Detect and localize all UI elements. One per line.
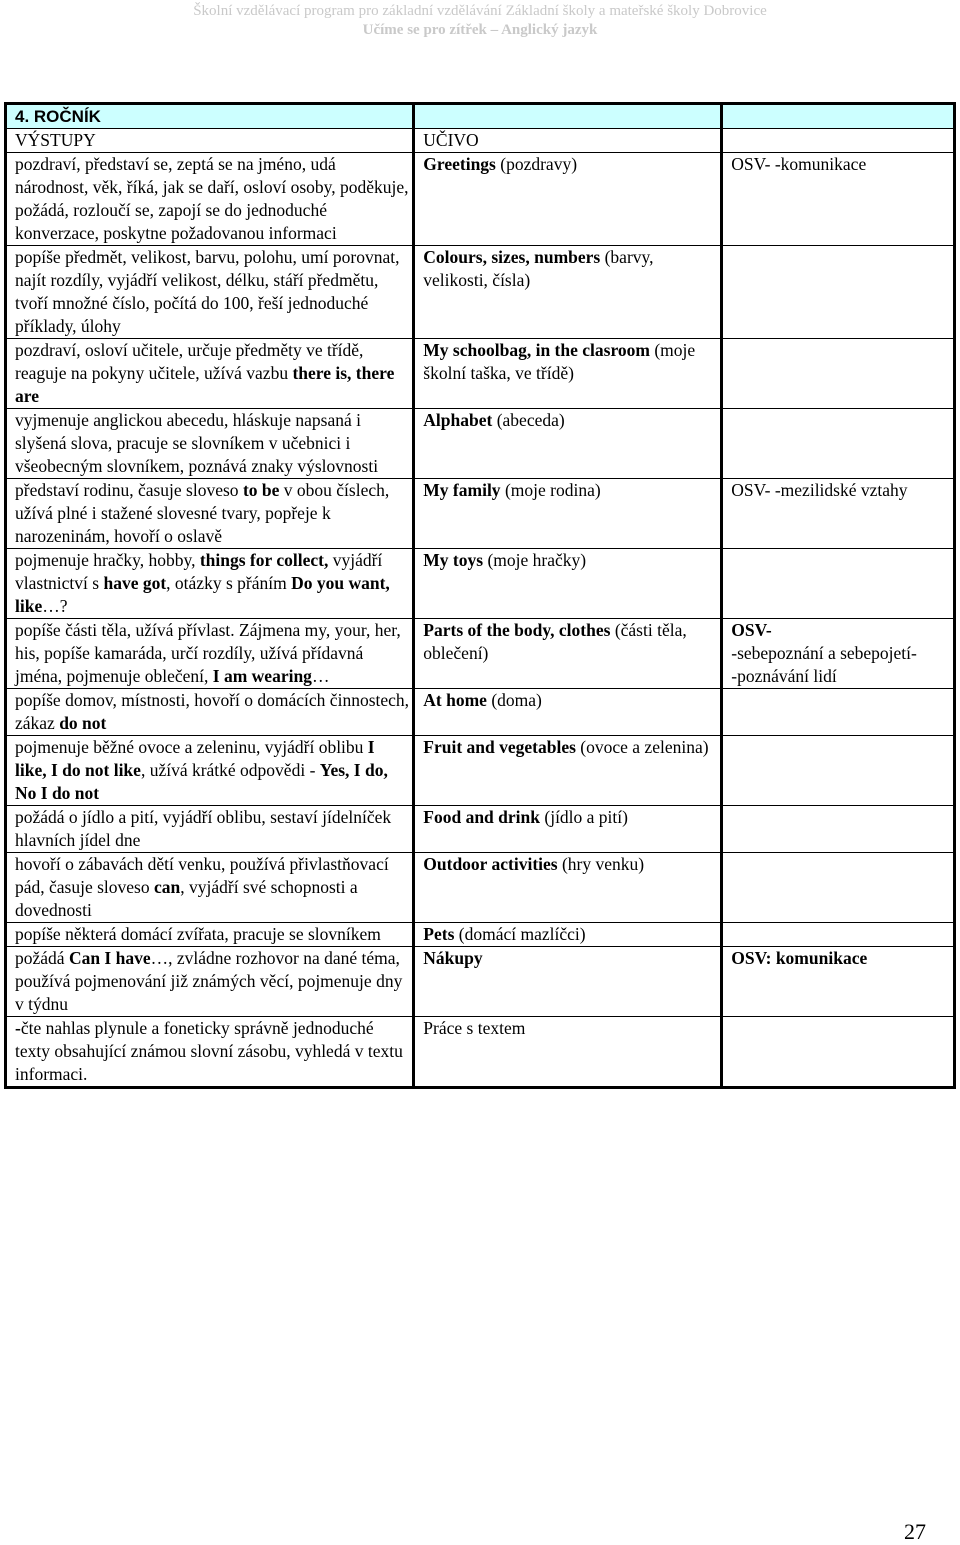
content-cell: Parts of the body, clothes (části těla, oblečení) bbox=[414, 619, 722, 689]
cross-curricular-cell bbox=[722, 1017, 955, 1088]
outcomes-cell: pozdraví, osloví učitele, určuje předměty ve třídě, reaguje na pokyny učitele, užívá vazbu there is, there are bbox=[6, 339, 414, 409]
content-header: UČIVO bbox=[414, 129, 722, 153]
table-row bbox=[6, 853, 955, 923]
outcomes-cell: -čte nahlas plynule a foneticky správně jednoduché texty obsahující známou slovní zásobu, vyhledá v textu informaci. bbox=[6, 1017, 414, 1088]
column-header-row bbox=[6, 129, 955, 153]
grade-label: 4. ROČNÍK bbox=[15, 107, 101, 126]
table-row bbox=[6, 736, 955, 806]
page-number: 27 bbox=[904, 1519, 926, 1544]
cross-curricular-cell: OSV- -mezilidské vztahy bbox=[722, 479, 955, 549]
content-cell: Nákupy bbox=[414, 947, 722, 1017]
document-header bbox=[0, 2, 960, 40]
outcomes-cell: popíše části těla, užívá přívlast. Zájmena my, your, her, his, popíše kamaráda, určí rozdíly, užívá přídavná jména, pojmenuje oblečení, I am wearing… bbox=[6, 619, 414, 689]
table-row bbox=[6, 619, 955, 689]
outcomes-cell: popíše domov, místnosti, hovoří o domácích činnostech, zákaz do not bbox=[6, 689, 414, 736]
content-cell: Pets (domácí mazlíčci) bbox=[414, 923, 722, 947]
content-cell: My schoolbag, in the clasroom (moje školní taška, ve třídě) bbox=[414, 339, 722, 409]
table-row bbox=[6, 549, 955, 619]
content-cell: Práce s textem bbox=[414, 1017, 722, 1088]
table-row bbox=[6, 923, 955, 947]
cross-curricular-cell: OSV- -sebepoznání a sebepojetí- -poznávání lidí bbox=[722, 619, 955, 689]
cross-curricular-cell bbox=[722, 853, 955, 923]
table-row bbox=[6, 339, 955, 409]
table-row bbox=[6, 153, 955, 246]
outcomes-cell: představí rodinu, časuje sloveso to be v obou číslech, užívá plné i stažené slovesné tvary, popřeje k narozeninám, hovoří o oslavě bbox=[6, 479, 414, 549]
outcomes-cell: popíše předmět, velikost, barvu, polohu, umí porovnat, najít rozdíly, vyjádří velikost, délku, stáří předmětu, tvoří množné číslo, počítá do 100, řeší jednoduché příklady, úlohy bbox=[6, 246, 414, 339]
school-program-title: Školní vzdělávací program pro základní vzdělávání Základní školy a mateřské školy Dobrovice bbox=[193, 3, 767, 19]
table-row bbox=[6, 806, 955, 853]
content-cell: Fruit and vegetables (ovoce a zelenina) bbox=[414, 736, 722, 806]
table-row bbox=[6, 479, 955, 549]
content-cell: Greetings (pozdravy) bbox=[414, 153, 722, 246]
content-cell: My family (moje rodina) bbox=[414, 479, 722, 549]
outcomes-cell: pozdraví, představí se, zeptá se na jméno, udá národnost, věk, říká, jak se daří, osloví osoby, poděkuje, požádá, rozloučí se, zapojí se do jednoduché konverzace, poskytne požadovanou informaci bbox=[6, 153, 414, 246]
content-cell: Colours, sizes, numbers (barvy, velikosti, čísla) bbox=[414, 246, 722, 339]
cross-curricular-cell: OSV: komunikace bbox=[722, 947, 955, 1017]
cross-curricular-cell bbox=[722, 339, 955, 409]
cross-curricular-cell bbox=[722, 409, 955, 479]
content-cell: At home (doma) bbox=[414, 689, 722, 736]
table-row bbox=[6, 409, 955, 479]
outcomes-cell: vyjmenuje anglickou abecedu, hláskuje napsaná i slyšená slova, pracuje se slovníkem v učebnici i všeobecným slovníkem, poznává znaky výslovnosti bbox=[6, 409, 414, 479]
outcomes-cell: požádá Can I have…, zvládne rozhovor na dané téma, používá pojmenování již známých věcí, pojmenuje dny v týdnu bbox=[6, 947, 414, 1017]
cross-curricular-cell bbox=[722, 806, 955, 853]
cross-curricular-cell bbox=[722, 689, 955, 736]
outcomes-cell: popíše některá domácí zvířata, pracuje se slovníkem bbox=[6, 923, 414, 947]
content-cell: Alphabet (abeceda) bbox=[414, 409, 722, 479]
cross-curricular-cell bbox=[722, 549, 955, 619]
cross-curricular-cell bbox=[722, 246, 955, 339]
table-row bbox=[6, 947, 955, 1017]
content-cell: Food and drink (jídlo a pití) bbox=[414, 806, 722, 853]
outcomes-cell: hovoří o zábavách dětí venku, používá přivlastňovací pád, časuje sloveso can, vyjádří své schopnosti a dovednosti bbox=[6, 853, 414, 923]
cross-curricular-cell bbox=[722, 923, 955, 947]
subject-title: Učíme se pro zítřek – Anglický jazyk bbox=[362, 22, 598, 38]
table-row bbox=[6, 246, 955, 339]
outcomes-cell: požádá o jídlo a pití, vyjádří oblibu, sestaví jídelníček hlavních jídel dne bbox=[6, 806, 414, 853]
content-cell: My toys (moje hračky) bbox=[414, 549, 722, 619]
cross-curricular-cell bbox=[722, 736, 955, 806]
outcomes-header: VÝSTUPY bbox=[6, 129, 414, 153]
grade-row bbox=[6, 104, 955, 129]
cross-curricular-cell: OSV- -komunikace bbox=[722, 153, 955, 246]
content-cell: Outdoor activities (hry venku) bbox=[414, 853, 722, 923]
table-row bbox=[6, 1017, 955, 1088]
table-row bbox=[6, 689, 955, 736]
outcomes-cell: pojmenuje hračky, hobby, things for collect, vyjádří vlastnictví s have got, otázky s přáním Do you want, like…? bbox=[6, 549, 414, 619]
curriculum-table bbox=[4, 102, 956, 1089]
outcomes-cell: pojmenuje běžné ovoce a zeleninu, vyjádří oblibu I like, I do not like, užívá krátké odpovědi - Yes, I do, No I do not bbox=[6, 736, 414, 806]
